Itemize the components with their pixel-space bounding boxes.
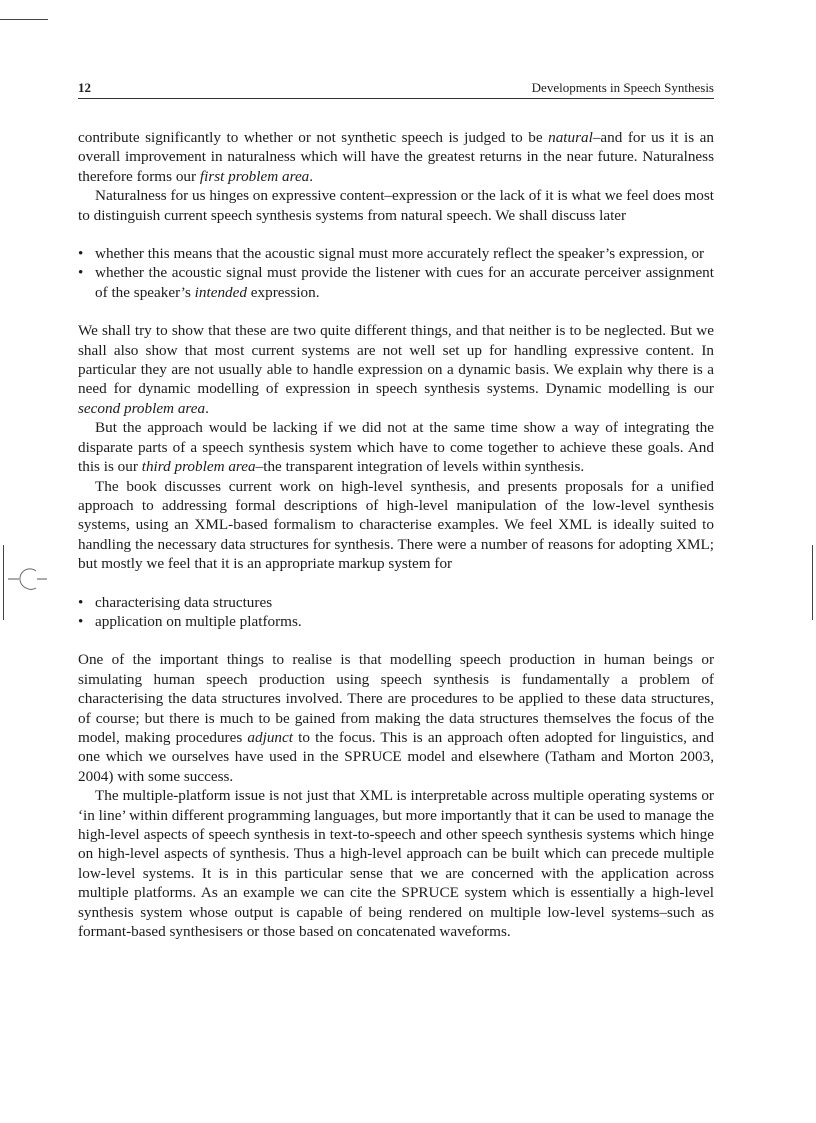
running-header bbox=[78, 80, 714, 99]
bullet-list bbox=[78, 593, 714, 632]
running-title: Developments in Speech Synthesis bbox=[531, 80, 714, 95]
bullet-icon: • bbox=[78, 245, 84, 263]
paragraph: But the approach would be lacking if we did not at the same time show a way of integrating the disparate parts of a speech synthesis system which have to come together to achieve these goals. And this is our third problem area–the transparent integration of levels within synthesis. bbox=[78, 419, 714, 476]
crop-mark-top-left bbox=[0, 19, 48, 20]
paragraph: contribute significantly to whether or not synthetic speech is judged to be natural–and for us it is an overall improvement in naturalness which will have the greatest returns in the near future. Naturalness therefore forms our first problem area. bbox=[78, 129, 714, 185]
paragraph: One of the important things to realise is that modelling speech production in human beings or simulating human speech production using speech synthesis is fundamentally a problem of characterising the data structures involved. There are procedures to be applied to these data structures, of course; but there is much to be gained from making the data structures themselves the focus of the model, making procedures adjunct to the focus. This is an approach often adopted for linguistics, and one which we ourselves have used in the SPRUCE model and elsewhere (Tatham and Morton 2003, 2004) with some success. bbox=[78, 651, 714, 785]
bullet-icon: • bbox=[78, 593, 84, 611]
crop-mark-left-upper bbox=[3, 545, 4, 620]
crop-mark-right bbox=[812, 545, 813, 620]
bullet-icon: • bbox=[78, 264, 84, 282]
paragraph: The book discusses current work on high-level synthesis, and presents proposals for a unified approach to addressing formal descriptions of high-level manipulation of the low-level synthesis systems, using an XML-based formalism to characterise examples. We feel XML is ideally suited to handling the necessary data structures for synthesis. There were a number of reasons for adopting XML; but mostly we feel that it is an appropriate markup system for bbox=[78, 477, 714, 573]
list-item: • application on multiple platforms. bbox=[78, 612, 302, 630]
paragraph: Naturalness for us hinges on expressive content–expression or the lack of it is what we feel does most to distinguish current speech synthesis systems from natural speech. We shall discuss later bbox=[78, 187, 714, 224]
registration-mark bbox=[8, 566, 48, 594]
paragraph: We shall try to show that these are two quite different things, and that neither is to be neglected. But we shall also show that most current systems are not well set up for handling expressive content. In particular they are not usually able to handle expression on a dynamic basis. We explain why there is a need for dynamic modelling of expression in speech synthesis systems. Dynamic modelling is our second problem area. bbox=[78, 322, 714, 417]
list-item: • characterising data structures bbox=[78, 593, 273, 611]
list-item: • whether this means that the acoustic signal must more accurately reflect the speaker’s expression, or bbox=[78, 245, 705, 263]
page-number: 12 bbox=[78, 80, 91, 95]
bullet-list bbox=[78, 244, 714, 302]
paragraph: The multiple-platform issue is not just that XML is interpretable across multiple operating systems or ‘in line’ within different programming languages, but more importantly that it can be used to manage the high-level aspects of speech synthesis in text-to-speech and other speech synthesis systems which hinge on high-level aspects of synthesis. Thus a high-level approach can be built which can precede multiple low-level systems. It is in this particular sense that we are concerned with the application across multiple platforms. As an example we can cite the SPRUCE system which is essentially a high-level synthesis system whose output is capable of being rendered on multiple low-level systems–such as formant-based synthesisers or those based on concatenated waveforms. bbox=[78, 787, 714, 941]
list-item: • whether the acoustic signal must provide the listener with cues for an accurate perceiver assignment of the speaker’s intended expression. bbox=[78, 264, 714, 301]
bullet-icon: • bbox=[78, 612, 84, 630]
body-text bbox=[78, 128, 714, 941]
